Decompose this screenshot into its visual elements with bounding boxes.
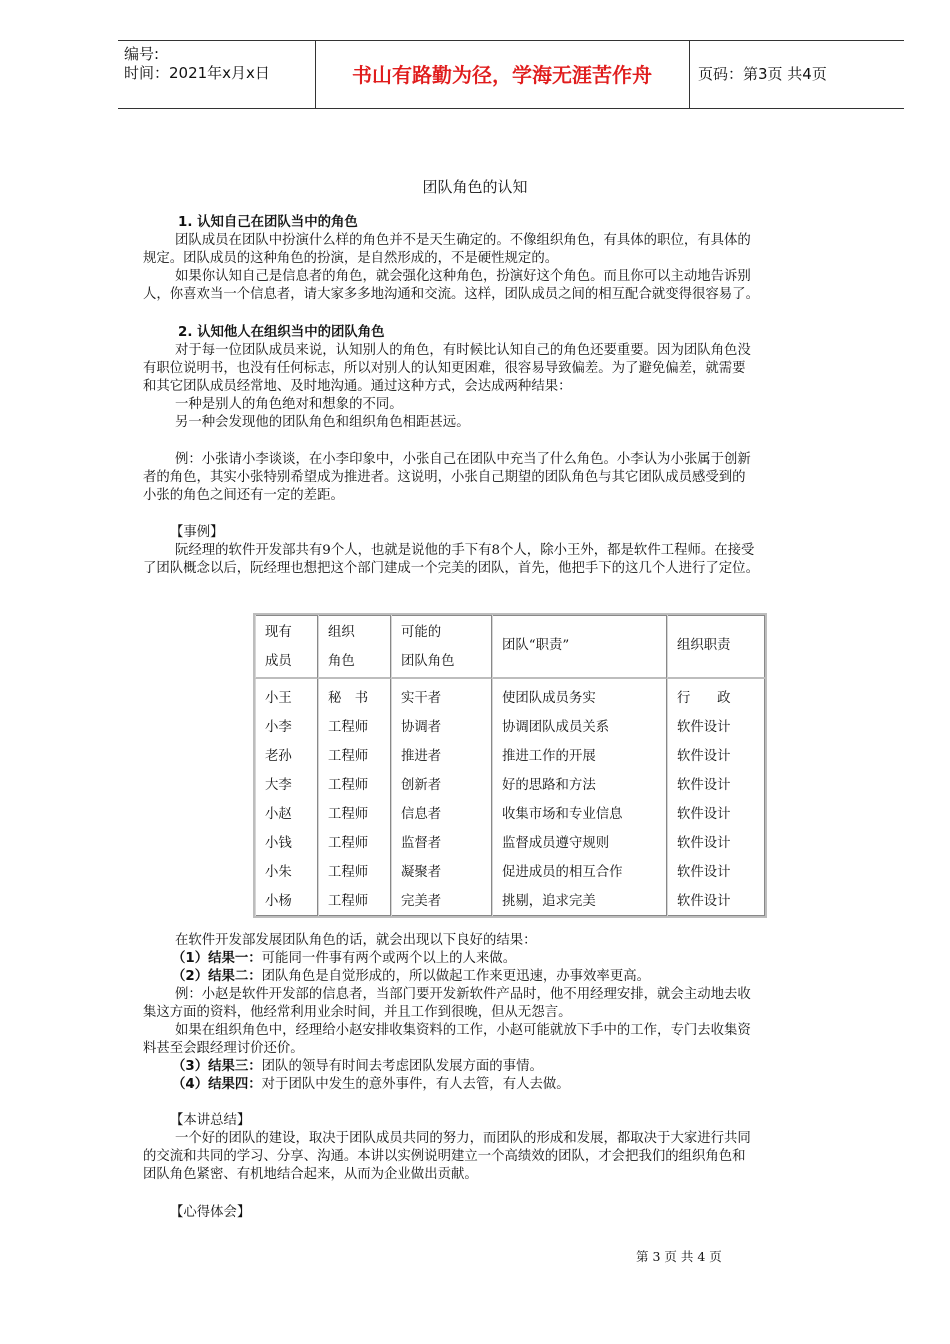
results-example-line: 如果在组织角色中，经理给小赵安排收集资料的工作，小赵可能就放下手中的工作，专门去收集资: [175, 1023, 751, 1038]
table-cell: 软件设计: [677, 749, 731, 764]
summary-line: 一个好的团队的建设，取决于团队成员共同的努力，而团队的形成和发展，都取决于大家进行共同: [175, 1131, 751, 1146]
section1-line: 团队成员在团队中扮演什么样的角色并不是天生确定的。不像组织角色，有具体的职位，有具体的: [175, 233, 751, 248]
result-text: 团队的领导有时间去考虑团队发展方面的事情。: [261, 1059, 543, 1074]
table-cell: 软件设计: [677, 807, 731, 822]
org-role-column: [318, 679, 391, 916]
example-line: 者的角色，其实小张特别希望成为推进者。这说明，小张自己期望的团队角色与其它团队成员感受到的: [143, 470, 746, 485]
result-label: （1）结果一：: [172, 951, 262, 966]
table-cell: 大李: [265, 778, 292, 793]
table-cell: 工程师: [328, 894, 369, 909]
table-cell: 老孙: [265, 749, 292, 764]
header-text: 现有: [265, 625, 292, 640]
results-example-line: 例：小赵是软件开发部的信息者，当部门要开发新软件产品时，他不用经理安排，就会主动地去收: [175, 987, 751, 1002]
table-cell: 软件设计: [677, 865, 731, 880]
document-title: 团队角色的认知: [422, 178, 528, 196]
result-label: （2）结果二：: [172, 969, 262, 984]
case-line: 阮经理的软件开发部共有9个人，也就是说他的手下有8个人，除小王外，都是软件工程师。在接受: [175, 543, 755, 558]
result-text: 团队角色是自觉形成的，所以做起工作来更迅速，办事效率更高。: [261, 969, 650, 984]
section2-line: 和其它团队成员经常地、及时地沟通。通过这种方式，会达成两种结果：: [143, 379, 572, 394]
header-meta-cell: [118, 41, 316, 108]
header-text: 成员: [265, 654, 292, 669]
table-cell: 促进成员的相互合作: [502, 865, 623, 880]
page-header: [118, 40, 904, 109]
table-cell: 工程师: [328, 720, 369, 735]
table-cell: 推进者: [401, 749, 442, 764]
table-cell: 创新者: [401, 778, 442, 793]
table-cell: 小李: [265, 720, 292, 735]
section1-line: 人，你喜欢当一个信息者，请大家多多地沟通和交流。这样，团队成员之间的相互配合就变得很容易了。: [143, 287, 759, 302]
time-label: 时间：2021年x月x日: [124, 64, 270, 82]
header-text: 团队角色: [401, 654, 455, 669]
page-footer: 第 3 页 共 4 页: [636, 1249, 722, 1264]
table-cell: 工程师: [328, 778, 369, 793]
table-cell: 工程师: [328, 865, 369, 880]
summary-heading: 【本讲总结】: [170, 1113, 251, 1128]
serial-label: 编号:: [124, 45, 160, 63]
table-cell: 工程师: [328, 749, 369, 764]
case-line: 了团队概念以后，阮经理也想把这个部门建成一个完美的团队，首先，他把手下的这几个人进行了定位。: [143, 561, 759, 576]
header-cell-org-duty: [667, 615, 765, 679]
table-cell: 软件设计: [677, 778, 731, 793]
case-heading: 【事例】: [170, 525, 224, 540]
results-example-line: 集这方面的资料，他经常利用业余时间，并且工作到很晚，但从无怨言。: [143, 1005, 572, 1020]
header-page-info: 页码：第3页 共4页: [698, 65, 827, 83]
result-text: 可能同一件事有两个或两个以上的人来做。: [261, 951, 517, 966]
header-text: 团队“职责”: [502, 638, 570, 653]
table-cell: 软件设计: [677, 720, 731, 735]
header-text: 组织: [328, 625, 355, 640]
table-cell: 凝聚者: [401, 865, 442, 880]
table-cell: 完美者: [401, 894, 442, 909]
results-example-line: 料甚至会跟经理讨价还价。: [143, 1041, 304, 1056]
result-1: [172, 950, 892, 968]
table-cell: 监督成员遵守规则: [502, 836, 610, 851]
table-cell: 推进工作的开展: [502, 749, 596, 764]
reflection-heading: 【心得体会】: [170, 1205, 251, 1220]
table-body-row: [255, 679, 765, 916]
summary-line: 团队角色紧密、有机地结合起来，从而为企业做出贡献。: [143, 1167, 478, 1182]
section1-line: 规定。团队成员的这种角色的扮演，是自然形成的，不是硬性规定的。: [143, 251, 559, 266]
result-3: [172, 1058, 892, 1076]
table-cell: 小朱: [265, 865, 292, 880]
header-text: 可能的: [401, 625, 442, 640]
table-cell: 工程师: [328, 836, 369, 851]
table-cell: 小钱: [265, 836, 292, 851]
header-cell-org-role: [318, 615, 391, 679]
team-role-column: [391, 679, 492, 916]
header-cell-member: [255, 615, 318, 679]
example-line: 例：小张请小李谈谈，在小李印象中，小张自己在团队中充当了什么角色。小李认为小张属于创新: [175, 452, 751, 467]
table-cell: 工程师: [328, 807, 369, 822]
section2-line: 一种是别人的角色绝对和想象的不同。: [175, 397, 403, 412]
result-label: （4）结果四：: [172, 1077, 262, 1092]
table-cell: 协调团队成员关系: [502, 720, 610, 735]
header-cell-team-role: [391, 615, 492, 679]
table-cell: 信息者: [401, 807, 442, 822]
table-cell: 秘 书: [328, 691, 369, 706]
example-line: 小张的角色之间还有一定的差距。: [143, 488, 344, 503]
table-cell: 好的思路和方法: [502, 778, 596, 793]
header-motto-cell: [315, 41, 690, 108]
header-text: 组织职责: [677, 638, 731, 653]
section1-line: 如果你认知自己是信息者的角色，就会强化这种角色，扮演好这个角色。而且你可以主动地告诉别: [175, 269, 751, 284]
summary-line: 的交流和共同的学习、分享、沟通。本讲以实例说明建立一个高绩效的团队，才会把我们的组织角色和: [143, 1149, 746, 1164]
header-cell-team-duty: [492, 615, 667, 679]
table-header-row: [255, 615, 765, 679]
team-duty-column: [492, 679, 667, 916]
member-column: [255, 679, 318, 916]
result-label: （3）结果三：: [172, 1059, 262, 1074]
table-cell: 小杨: [265, 894, 292, 909]
table-cell: 收集市场和专业信息: [502, 807, 623, 822]
table-cell: 软件设计: [677, 894, 731, 909]
org-duty-column: [667, 679, 765, 916]
results-intro: 在软件开发部发展团队角色的话，就会出现以下良好的结果：: [175, 933, 537, 948]
table-cell: 挑剔，追求完美: [502, 894, 596, 909]
section2-line: 另一种会发现他的团队角色和组织角色相距甚远。: [175, 415, 470, 430]
result-2: [172, 968, 892, 986]
table-cell: 使团队成员务实: [502, 691, 596, 706]
table-cell: 协调者: [401, 720, 442, 735]
section2-line: 有职位说明书，也没有任何标志，所以对别人的认知更困难，很容易导致偏差。为了避免偏差，就需要: [143, 361, 746, 376]
result-4: [172, 1076, 892, 1094]
result-text: 对于团队中发生的意外事件，有人去管，有人去做。: [261, 1077, 570, 1092]
header-text: 角色: [328, 654, 355, 669]
table-cell: 监督者: [401, 836, 442, 851]
team-roles-table: [253, 613, 767, 918]
table-cell: 小王: [265, 691, 292, 706]
table-cell: 小赵: [265, 807, 292, 822]
section1-heading: 1. 认知自己在团队当中的角色: [178, 215, 358, 230]
section2-heading: 2. 认知他人在组织当中的团队角色: [178, 325, 385, 340]
table-cell: 软件设计: [677, 836, 731, 851]
header-page-cell: [690, 41, 904, 108]
table-cell: 行 政: [677, 691, 731, 706]
section2-line: 对于每一位团队成员来说，认知别人的角色，有时候比认知自己的角色还要重要。因为团队角色没: [175, 343, 751, 358]
header-motto: 书山有路勤为径，学海无涯苦作舟: [352, 63, 652, 87]
table-cell: 实干者: [401, 691, 442, 706]
